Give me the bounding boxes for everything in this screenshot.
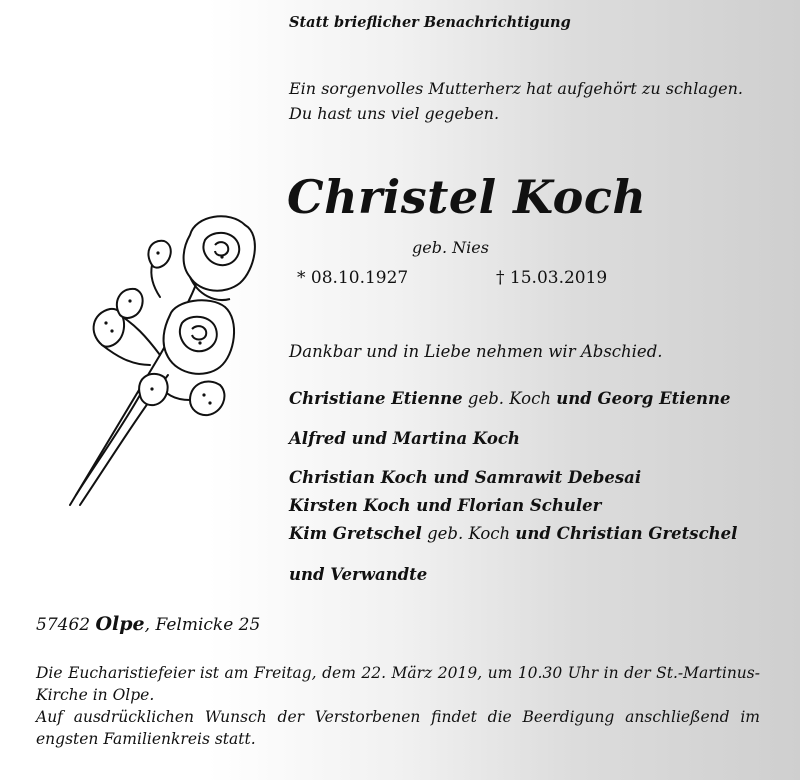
mourner-partner: und Christian Gretschel xyxy=(515,524,738,543)
lower-rose xyxy=(164,300,235,374)
verse-line-2: Du hast uns viel gegeben. xyxy=(289,104,500,123)
notice-paragraph-1: Die Eucharistiefeier ist am Freitag, dem 22. März 2019, um 10.30 Uhr in der St.-Martinus-Kirche in Olpe. xyxy=(36,664,760,704)
address-city: Olpe xyxy=(95,613,145,635)
mourner-birth-name: geb. Koch xyxy=(427,524,511,543)
mourner-line-6 xyxy=(289,565,427,584)
mourner-line-3 xyxy=(289,468,641,487)
mourner-name: Kim Gretschel xyxy=(289,524,422,543)
header-note: Statt brieflicher Benachrichtigung xyxy=(289,14,571,31)
service-notice xyxy=(36,662,760,750)
mourner-name: Christiane Etienne xyxy=(289,389,463,408)
birth-name: geb. Nies xyxy=(412,238,489,257)
mourner-name: Christian Koch und Samrawit Debesai xyxy=(289,468,642,487)
address-street: , Felmicke 25 xyxy=(144,615,261,635)
verse xyxy=(289,76,743,126)
mourner-line-2 xyxy=(289,429,520,448)
mourner-name: Alfred und Martina Koch xyxy=(289,429,520,448)
mourner-partner: und Georg Etienne xyxy=(556,389,731,408)
birth-date: * 08.10.1927 xyxy=(297,268,409,288)
address-zip: 57462 xyxy=(36,615,91,635)
death-date: † 15.03.2019 xyxy=(496,268,608,288)
mourner-line-4 xyxy=(289,496,601,515)
address xyxy=(36,613,260,635)
deceased-name: Christel Koch xyxy=(287,170,647,224)
mourner-name: Kirsten Koch und Florian Schuler xyxy=(289,496,602,515)
notice-paragraph-2: Auf ausdrücklichen Wunsch der Verstorbenen findet die Beerdigung anschließend im engsten Familienkreis statt. xyxy=(36,708,760,748)
rose-illustration xyxy=(40,205,280,515)
farewell-text: Dankbar und in Liebe nehmen wir Abschied. xyxy=(289,342,663,361)
mourner-relatives: und Verwandte xyxy=(289,565,428,584)
mourner-line-5 xyxy=(289,524,737,543)
mourner-line-1 xyxy=(289,389,731,408)
verse-line-1: Ein sorgenvolles Mutterherz hat aufgehört zu schlagen. xyxy=(289,79,743,98)
mourner-birth-name: geb. Koch xyxy=(467,389,551,408)
